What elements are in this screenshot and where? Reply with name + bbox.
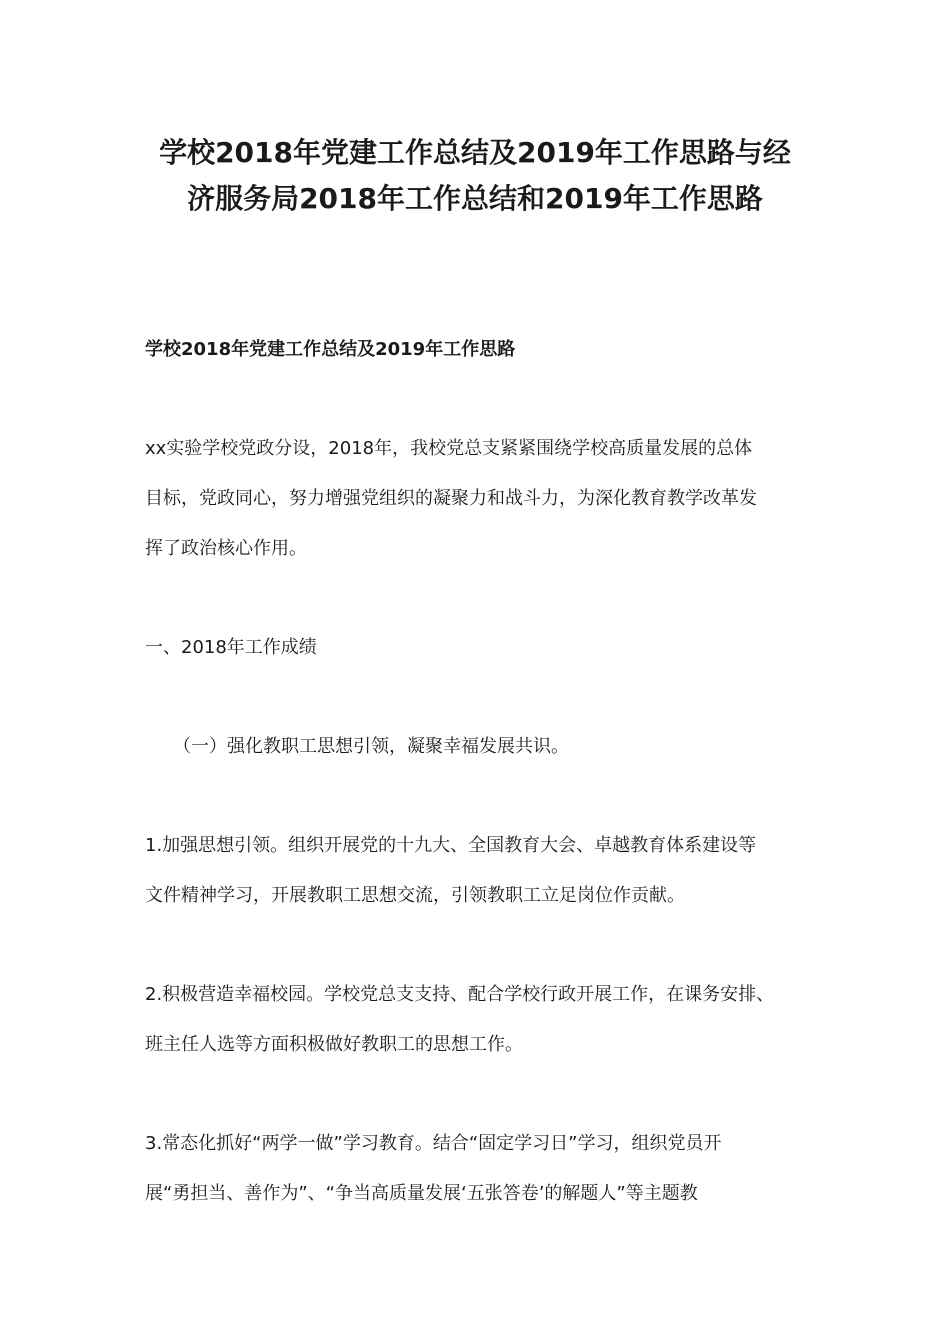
- paragraph-line: 一、2018年工作成绩: [145, 637, 317, 658]
- paragraph-line: 文件精神学习，开展教职工思想交流，引领教职工立足岗位作贡献。: [145, 885, 685, 906]
- paragraph-line: 1.加强思想引领。组织开展党的十九大、全国教育大会、卓越教育体系建设等: [145, 835, 757, 856]
- paragraph-line: 2.积极营造幸福校园。学校党总支支持、配合学校行政开展工作，在课务安排、: [145, 984, 775, 1005]
- paragraph-line: 3.常态化抓好“两学一做”学习教育。结合“固定学习日”学习，组织党员开: [145, 1133, 722, 1154]
- paragraph-line: 挥了政治核心作用。: [145, 538, 307, 559]
- item-paragraph-1: [145, 821, 825, 921]
- paragraph-line: xx实验学校党政分设，2018年，我校党总支紧紧围绕学校高质量发展的总体: [145, 438, 753, 459]
- item-paragraph-3: [145, 1119, 825, 1219]
- subsection-heading-1: [145, 722, 853, 772]
- item-paragraph-2: [145, 970, 825, 1070]
- paragraph-line: 班主任人选等方面积极做好教职工的思想工作。: [145, 1034, 523, 1055]
- section-heading: 学校2018年党建工作总结及2019年工作思路: [145, 339, 516, 360]
- paragraph-line: （一）强化教职工思想引领，凝聚幸福发展共识。: [173, 736, 569, 757]
- paragraph-line: 目标，党政同心，努力增强党组织的凝聚力和战斗力，为深化教育教学改革发: [145, 488, 757, 509]
- title-line-2: 济服务局2018年工作总结和2019年工作思路: [187, 182, 763, 215]
- paragraph-line: 展“勇担当、善作为”、“争当高质量发展‘五张答卷’的解题人”等主题教: [145, 1183, 698, 1204]
- title-line-1: 学校2018年党建工作总结及2019年工作思路与经: [159, 136, 791, 169]
- document-title: [120, 130, 830, 222]
- section-heading-achievements: [145, 623, 825, 673]
- intro-paragraph: [145, 424, 825, 574]
